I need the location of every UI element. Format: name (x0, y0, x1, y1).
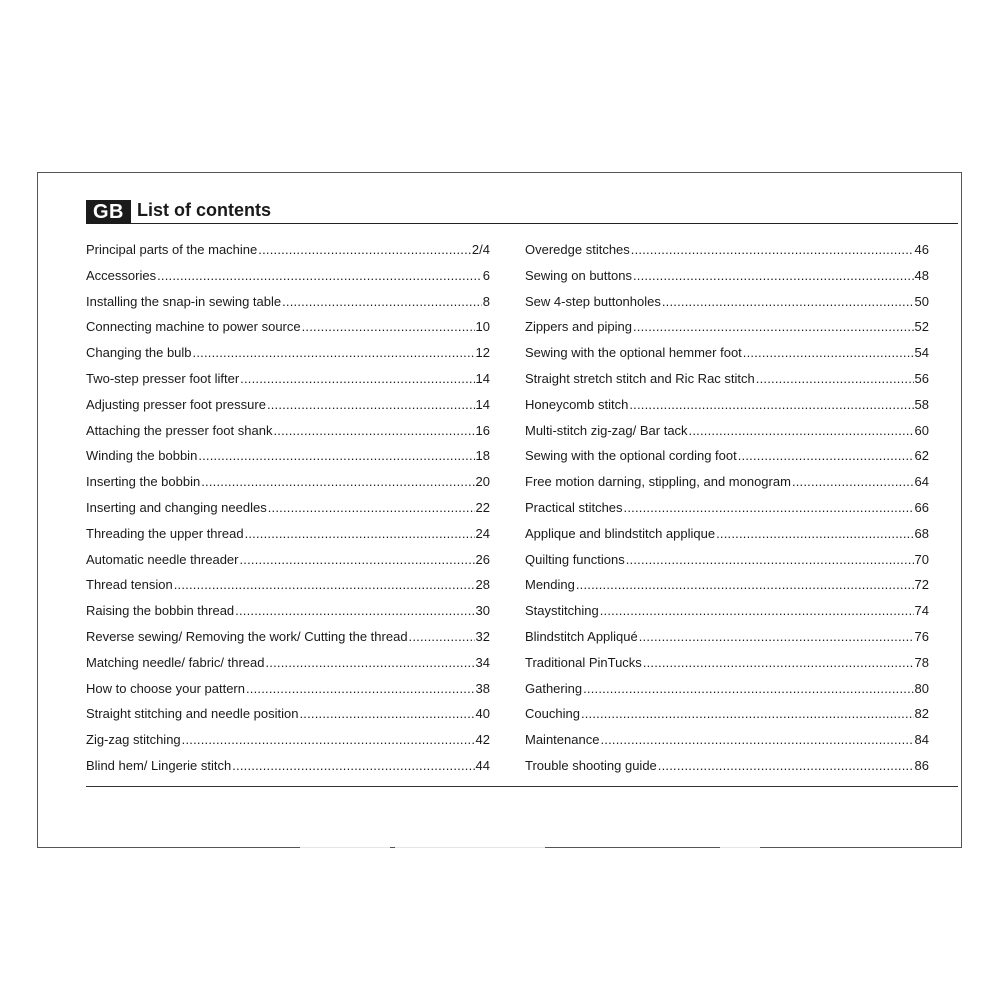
toc-entry-page-number: 22 (475, 499, 490, 515)
toc-entry-label: Maintenance (525, 732, 600, 748)
toc-entry-label: Straight stitching and needle position (86, 706, 299, 722)
toc-entry-page-number: 20 (475, 474, 490, 490)
toc-entry-page-number: 64 (914, 474, 929, 490)
toc-dot-leader (738, 444, 914, 468)
toc-dot-leader (157, 264, 482, 288)
toc-entry[interactable] (525, 573, 929, 599)
toc-entry-page-number: 60 (914, 422, 929, 438)
toc-entry-label: Automatic needle threader (86, 551, 239, 567)
toc-entry-page-number: 44 (475, 757, 490, 773)
toc-entry-page-number: 68 (914, 525, 929, 541)
toc-dot-leader (626, 548, 914, 572)
toc-entry[interactable] (86, 393, 490, 419)
toc-entry-label: Matching needle/ fabric/ thread (86, 654, 265, 670)
toc-entry[interactable] (525, 496, 929, 522)
toc-entry-page-number: 14 (475, 370, 490, 386)
toc-entry[interactable] (86, 315, 490, 341)
scan-artifact-line (720, 847, 760, 848)
toc-entry-page-number: 38 (475, 680, 490, 696)
toc-entry[interactable] (525, 522, 929, 548)
toc-entry-label: Connecting machine to power source (86, 319, 301, 335)
toc-entry-label: Installing the snap-in sewing table (86, 293, 282, 309)
toc-dot-leader (756, 367, 914, 391)
toc-entry[interactable] (525, 315, 929, 341)
toc-entry-label: Quilting functions (525, 551, 625, 567)
toc-entry-page-number: 86 (914, 757, 929, 773)
toc-entry[interactable] (525, 548, 929, 574)
toc-dot-leader (624, 496, 914, 520)
toc-column-left (86, 238, 490, 780)
toc-entry[interactable] (86, 625, 490, 651)
toc-entry[interactable] (86, 367, 490, 393)
toc-entry-label: Blindstitch Appliqué (525, 628, 638, 644)
toc-entry-page-number: 66 (914, 499, 929, 515)
toc-entry-page-number: 52 (914, 319, 929, 335)
toc-entry[interactable] (525, 728, 929, 754)
toc-dot-leader (658, 754, 914, 778)
toc-dot-leader (409, 625, 475, 649)
toc-dot-leader (662, 290, 914, 314)
toc-entry-label: Zig-zag stitching (86, 732, 181, 748)
toc-entry[interactable] (525, 393, 929, 419)
toc-dot-leader (198, 444, 474, 468)
toc-entry-page-number: 62 (914, 448, 929, 464)
toc-dot-leader (267, 393, 475, 417)
toc-entry-label: Winding the bobbin (86, 448, 198, 464)
toc-entry-label: Raising the bobbin thread (86, 603, 235, 619)
toc-entry-label: Accessories (86, 267, 157, 283)
toc-entry-label: Sew 4-step buttonholes (525, 293, 661, 309)
toc-dot-leader (239, 548, 474, 572)
toc-entry-label: Threading the upper thread (86, 525, 244, 541)
toc-entry-label: Overedge stitches (525, 242, 630, 257)
toc-entry-label: Staystitching (525, 603, 599, 619)
toc-entry[interactable] (525, 470, 929, 496)
footer-rule (86, 786, 958, 787)
toc-entry-page-number: 78 (914, 654, 929, 670)
toc-entry[interactable] (86, 238, 490, 264)
toc-entry[interactable] (86, 419, 490, 445)
toc-entry[interactable] (86, 702, 490, 728)
toc-entry[interactable] (525, 264, 929, 290)
toc-entry-page-number: 12 (475, 345, 490, 361)
toc-entry-label: Reverse sewing/ Removing the work/ Cutting the thread (86, 628, 408, 644)
toc-entry-page-number: 82 (914, 706, 929, 722)
toc-entry-label: Gathering (525, 680, 583, 696)
toc-entry[interactable] (86, 573, 490, 599)
toc-dot-leader (235, 599, 474, 623)
toc-entry-page-number: 80 (914, 680, 929, 696)
toc-dot-leader (299, 702, 474, 726)
toc-dot-leader (583, 677, 913, 701)
toc-dot-leader (629, 393, 913, 417)
toc-entry[interactable] (525, 625, 929, 651)
toc-entry-label: Thread tension (86, 577, 173, 593)
toc-entry[interactable] (525, 238, 929, 264)
toc-entry-page-number: 16 (475, 422, 490, 438)
toc-dot-leader (600, 599, 914, 623)
toc-entry-label: Traditional PinTucks (525, 654, 642, 670)
toc-entry-label: Applique and blindstitch applique (525, 525, 716, 541)
toc-entry-page-number: 50 (914, 293, 929, 309)
toc-entry-page-number: 48 (914, 267, 929, 283)
toc-entry-label: Blind hem/ Lingerie stitch (86, 757, 232, 773)
toc-entry-page-number: 18 (475, 448, 490, 464)
toc-entry-page-number: 2/4 (471, 242, 490, 257)
toc-dot-leader (639, 625, 914, 649)
toc-entry-page-number: 70 (914, 551, 929, 567)
toc-entry-page-number: 58 (914, 396, 929, 412)
toc-dot-leader (581, 702, 914, 726)
toc-dot-leader (600, 728, 913, 752)
language-badge: GB (86, 200, 131, 224)
toc-dot-leader (633, 315, 914, 339)
toc-entry[interactable] (525, 444, 929, 470)
toc-dot-leader (643, 651, 914, 675)
toc-dot-leader (246, 677, 475, 701)
toc-entry[interactable] (86, 290, 490, 316)
toc-entry[interactable] (525, 419, 929, 445)
toc-entry-label: Adjusting presser foot pressure (86, 396, 266, 412)
toc-entry[interactable] (86, 754, 490, 780)
toc-entry[interactable] (525, 702, 929, 728)
toc-dot-leader (273, 419, 474, 443)
toc-entry[interactable] (86, 548, 490, 574)
toc-entry[interactable] (86, 599, 490, 625)
toc-entry-page-number: 46 (914, 242, 929, 257)
toc-entry-label: How to choose your pattern (86, 680, 245, 696)
toc-entry-label: Principal parts of the machine (86, 242, 258, 257)
toc-entry[interactable] (86, 522, 490, 548)
toc-entry-label: Free motion darning, stippling, and monogram (525, 474, 791, 490)
toc-entry[interactable] (525, 599, 929, 625)
scan-artifact-line (395, 847, 545, 848)
toc-entry-label: Mending (525, 577, 575, 593)
toc-entry-label: Honeycomb stitch (525, 396, 629, 412)
toc-entry[interactable] (86, 728, 490, 754)
toc-entry-page-number: 32 (475, 628, 490, 644)
toc-dot-leader (193, 341, 475, 365)
toc-entry-label: Sewing on buttons (525, 267, 632, 283)
toc-entry[interactable] (86, 496, 490, 522)
toc-column-right (525, 238, 929, 780)
toc-entry[interactable] (86, 264, 490, 290)
toc-dot-leader (174, 573, 475, 597)
toc-entry[interactable] (525, 651, 929, 677)
scan-artifact-line (300, 847, 390, 848)
toc-entry-label: Inserting and changing needles (86, 499, 267, 515)
toc-dot-leader (182, 728, 475, 752)
toc-entry-label: Inserting the bobbin (86, 474, 201, 490)
toc-entry-label: Straight stretch stitch and Ric Rac stitch (525, 370, 755, 386)
toc-entry-page-number: 28 (475, 577, 490, 593)
toc-entry-page-number: 30 (475, 603, 490, 619)
toc-dot-leader (240, 367, 474, 391)
toc-dot-leader (302, 315, 475, 339)
toc-entry-page-number: 42 (475, 732, 490, 748)
toc-dot-leader (633, 264, 914, 288)
toc-dot-leader (266, 651, 475, 675)
toc-entry-page-number: 14 (475, 396, 490, 412)
toc-entry-label: Multi-stitch zig-zag/ Bar tack (525, 422, 688, 438)
toc-entry[interactable] (86, 677, 490, 703)
toc-entry[interactable] (525, 677, 929, 703)
toc-dot-leader (631, 238, 914, 262)
toc-dot-leader (716, 522, 913, 546)
toc-entry-label: Attaching the presser foot shank (86, 422, 273, 438)
toc-dot-leader (282, 290, 482, 314)
toc-entry-page-number: 10 (475, 319, 490, 335)
toc-dot-leader (201, 470, 474, 494)
toc-entry-page-number: 40 (475, 706, 490, 722)
toc-entry-label: Zippers and piping (525, 319, 632, 335)
toc-entry-label: Couching (525, 706, 580, 722)
contents-header (86, 198, 958, 224)
toc-entry[interactable] (525, 290, 929, 316)
toc-dot-leader (689, 419, 914, 443)
toc-entry-page-number: 26 (475, 551, 490, 567)
toc-entry-label: Sewing with the optional cording foot (525, 448, 737, 464)
toc-dot-leader (743, 341, 914, 365)
page-title: List of contents (137, 200, 271, 220)
toc-dot-leader (258, 238, 471, 262)
toc-entry-page-number: 8 (482, 293, 490, 309)
toc-entry-label: Two-step presser foot lifter (86, 370, 240, 386)
toc-entry-label: Practical stitches (525, 499, 623, 515)
toc-entry[interactable] (525, 367, 929, 393)
toc-entry[interactable] (86, 470, 490, 496)
toc-entry-label: Trouble shooting guide (525, 757, 657, 773)
toc-entry[interactable] (525, 754, 929, 780)
toc-entry[interactable] (525, 341, 929, 367)
toc-entry-page-number: 84 (914, 732, 929, 748)
toc-dot-leader (792, 470, 914, 494)
toc-entry-page-number: 24 (475, 525, 490, 541)
toc-entry-page-number: 76 (914, 628, 929, 644)
toc-entry[interactable] (86, 341, 490, 367)
toc-entry-page-number: 72 (914, 577, 929, 593)
toc-entry[interactable] (86, 651, 490, 677)
toc-entry-page-number: 56 (914, 370, 929, 386)
toc-dot-leader (268, 496, 475, 520)
toc-dot-leader (232, 754, 474, 778)
toc-dot-leader (576, 573, 914, 597)
toc-dot-leader (245, 522, 475, 546)
toc-entry-page-number: 6 (482, 267, 490, 283)
toc-entry-label: Sewing with the optional hemmer foot (525, 345, 742, 361)
toc-entry-label: Changing the bulb (86, 345, 192, 361)
toc-entry-page-number: 34 (475, 654, 490, 670)
toc-entry[interactable] (86, 444, 490, 470)
toc-entry-page-number: 54 (914, 345, 929, 361)
toc-entry-page-number: 74 (914, 603, 929, 619)
